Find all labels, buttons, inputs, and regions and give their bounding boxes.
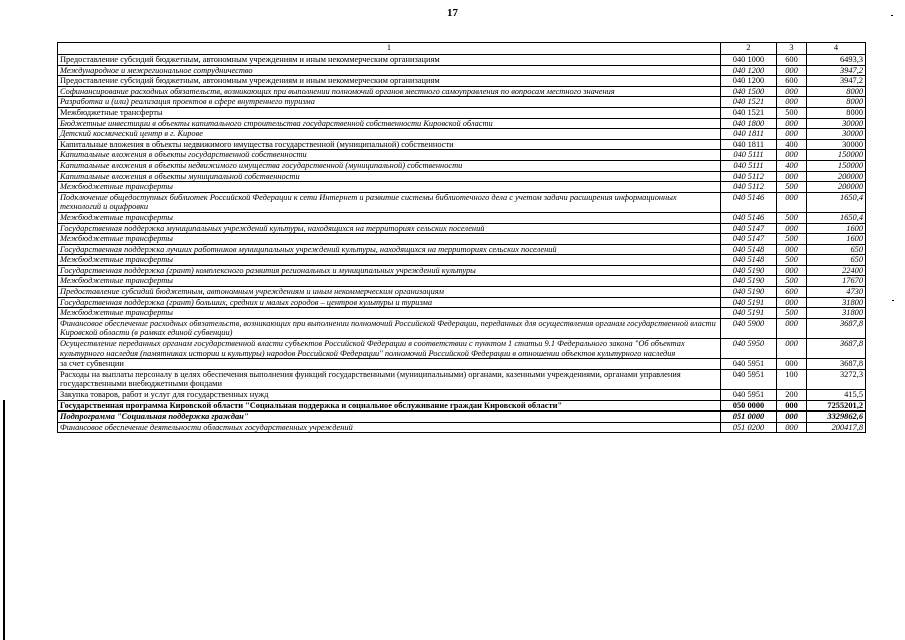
row-type-cell: 400	[777, 160, 807, 171]
row-code-cell: 040 1521	[721, 97, 777, 108]
row-type-cell: 000	[777, 150, 807, 161]
row-amount-cell: 30000	[807, 129, 866, 140]
table-row	[58, 129, 866, 140]
row-name-cell: Предоставление субсидий бюджетным, автономным учреждениям и иным некоммерческим организациям	[58, 55, 721, 66]
row-name-cell: Государственная поддержка (грант) больших, средних и малых городов – центров культуры и туризма	[58, 297, 721, 308]
row-code-cell: 040 5146	[721, 192, 777, 212]
row-name-cell: Капитальные вложения в объекты муниципальной собственности	[58, 171, 721, 182]
row-type-cell: 500	[777, 234, 807, 245]
row-code-cell: 051 0200	[721, 422, 777, 433]
row-code-cell: 040 5951	[721, 390, 777, 401]
row-type-cell: 600	[777, 76, 807, 87]
row-name-cell: Предоставление субсидий бюджетным, автономным учреждениям и иным некоммерческим организациям	[58, 76, 721, 87]
row-name-cell: Межбюджетные трансферты	[58, 212, 721, 223]
row-code-cell: 040 1811	[721, 139, 777, 150]
scan-mark	[891, 15, 893, 16]
row-name-cell: Предоставление субсидий бюджетным, автономным учреждениям и иным некоммерческим организациям	[58, 287, 721, 298]
row-name-cell: за счет субвенции	[58, 359, 721, 370]
row-amount-cell: 3687,8	[807, 359, 866, 370]
row-amount-cell: 1650,4	[807, 192, 866, 212]
row-code-cell: 051 0000	[721, 411, 777, 422]
table-row	[58, 369, 866, 389]
table-row	[58, 223, 866, 234]
table-row	[58, 150, 866, 161]
row-amount-cell: 7255201,2	[807, 400, 866, 411]
row-code-cell: 040 5190	[721, 287, 777, 298]
row-type-cell: 400	[777, 139, 807, 150]
table-row	[58, 118, 866, 129]
row-code-cell: 040 5190	[721, 276, 777, 287]
row-name-cell: Межбюджетные трансферты	[58, 182, 721, 193]
row-name-cell: Капитальные вложения в объекты недвижимого имущества государственной (муниципальной) собственности	[58, 139, 721, 150]
row-name-cell: Софинансирование расходных обязательств, возникающих при выполнении полномочий органов местного самоуправления по вопросам местного значения	[58, 86, 721, 97]
row-type-cell: 000	[777, 129, 807, 140]
row-amount-cell: 31800	[807, 297, 866, 308]
row-name-cell: Осуществление переданных органам государственной власти субъектов Российской Федерации в соответствии с пунктом 1 статьи 9.1 Федерального закона "Об объектах культурного наследия (памятниках истории и культуры) народов Российской Федерации" полномочий Российской Федерации в отношении объектов культурного наследия	[58, 339, 721, 359]
row-type-cell: 500	[777, 212, 807, 223]
row-type-cell: 000	[777, 339, 807, 359]
row-type-cell: 000	[777, 422, 807, 433]
row-code-cell: 040 1200	[721, 65, 777, 76]
row-type-cell: 500	[777, 276, 807, 287]
table-row	[58, 86, 866, 97]
table-header-row	[58, 43, 866, 55]
row-code-cell: 040 1521	[721, 107, 777, 118]
row-amount-cell: 650	[807, 244, 866, 255]
row-name-cell: Государственная поддержка (грант) комплексного развития региональных и муниципальных учреждений культуры	[58, 265, 721, 276]
row-name-cell: Закупка товаров, работ и услуг для государственных нужд	[58, 390, 721, 401]
table-row	[58, 76, 866, 87]
row-type-cell: 000	[777, 171, 807, 182]
row-amount-cell: 30000	[807, 118, 866, 129]
row-type-cell: 200	[777, 390, 807, 401]
row-name-cell: Государственная программа Кировской области "Социальная поддержка и социальное обслуживание граждан Кировской области"	[58, 400, 721, 411]
row-type-cell: 000	[777, 318, 807, 338]
row-code-cell: 040 5112	[721, 182, 777, 193]
header-col-2: 2	[721, 43, 777, 55]
row-code-cell: 040 5148	[721, 255, 777, 266]
row-name-cell: Детский космический центр в г. Кирове	[58, 129, 721, 140]
row-code-cell: 040 5112	[721, 171, 777, 182]
table-row	[58, 308, 866, 319]
row-name-cell: Бюджетные инвестиции в объекты капитального строительства государственной собственности Кировской области	[58, 118, 721, 129]
row-amount-cell: 1650,4	[807, 212, 866, 223]
row-amount-cell: 150000	[807, 160, 866, 171]
table-row	[58, 255, 866, 266]
table-row	[58, 171, 866, 182]
row-name-cell: Межбюджетные трансферты	[58, 276, 721, 287]
row-amount-cell: 200417,8	[807, 422, 866, 433]
row-amount-cell: 22400	[807, 265, 866, 276]
row-code-cell: 040 1811	[721, 129, 777, 140]
row-code-cell: 040 5951	[721, 359, 777, 370]
row-amount-cell: 8000	[807, 107, 866, 118]
table-row	[58, 411, 866, 422]
row-code-cell: 040 5190	[721, 265, 777, 276]
row-type-cell: 000	[777, 411, 807, 422]
table-row	[58, 390, 866, 401]
row-amount-cell: 8000	[807, 97, 866, 108]
table-row	[58, 265, 866, 276]
row-code-cell: 040 5111	[721, 150, 777, 161]
row-type-cell: 500	[777, 182, 807, 193]
row-type-cell: 000	[777, 223, 807, 234]
row-type-cell: 000	[777, 359, 807, 370]
row-amount-cell: 200000	[807, 182, 866, 193]
header-col-1: 1	[58, 43, 721, 55]
budget-table	[57, 42, 866, 433]
table-row	[58, 359, 866, 370]
row-name-cell: Межбюджетные трансферты	[58, 107, 721, 118]
row-name-cell: Разработка и (или) реализация проектов в сфере внутреннего туризма	[58, 97, 721, 108]
row-code-cell: 040 1500	[721, 86, 777, 97]
row-type-cell: 000	[777, 244, 807, 255]
row-type-cell: 000	[777, 265, 807, 276]
row-code-cell: 040 5900	[721, 318, 777, 338]
header-col-3: 3	[777, 43, 807, 55]
table-row	[58, 107, 866, 118]
row-name-cell: Подпрограмма "Социальная поддержка граждан"	[58, 411, 721, 422]
row-amount-cell: 1600	[807, 223, 866, 234]
row-amount-cell: 650	[807, 255, 866, 266]
table-row	[58, 65, 866, 76]
row-type-cell: 600	[777, 55, 807, 66]
table-body	[58, 55, 866, 433]
row-type-cell: 500	[777, 107, 807, 118]
row-amount-cell: 3947,2	[807, 76, 866, 87]
table-row	[58, 276, 866, 287]
row-name-cell: Межбюджетные трансферты	[58, 308, 721, 319]
row-amount-cell: 150000	[807, 150, 866, 161]
row-type-cell: 000	[777, 192, 807, 212]
row-amount-cell: 3329862,6	[807, 411, 866, 422]
row-code-cell: 040 5147	[721, 234, 777, 245]
row-name-cell: Межбюджетные трансферты	[58, 234, 721, 245]
row-amount-cell: 3687,8	[807, 339, 866, 359]
row-type-cell: 000	[777, 97, 807, 108]
page-number: 17	[447, 7, 458, 19]
table-row	[58, 192, 866, 212]
table-row	[58, 97, 866, 108]
table-row	[58, 212, 866, 223]
row-name-cell: Расходы на выплаты персоналу в целях обеспечения выполнения функций государственными (муниципальными) органами, казенными учреждениями, органами управления государственными внебюджетными фондами	[58, 369, 721, 389]
row-type-cell: 600	[777, 287, 807, 298]
row-code-cell: 040 5191	[721, 297, 777, 308]
row-name-cell: Межбюджетные трансферты	[58, 255, 721, 266]
row-amount-cell: 31800	[807, 308, 866, 319]
row-code-cell: 040 5147	[721, 223, 777, 234]
row-name-cell: Финансовое обеспечение расходных обязательств, возникающих при выполнении полномочий Российской Федерации, переданных для осуществления органам государственной власти Кировской области (в рамках единой субвенции)	[58, 318, 721, 338]
row-amount-cell: 200000	[807, 171, 866, 182]
row-amount-cell: 4730	[807, 287, 866, 298]
row-code-cell: 040 5111	[721, 160, 777, 171]
header-col-4: 4	[807, 43, 866, 55]
row-code-cell: 040 5950	[721, 339, 777, 359]
table-row	[58, 55, 866, 66]
row-name-cell: Капитальные вложения в объекты государственной собственности	[58, 150, 721, 161]
row-amount-cell: 17670	[807, 276, 866, 287]
row-name-cell: Подключение общедоступных библиотек Российской Федерации к сети Интернет и развитие системы библиотечного дела с учетом задачи расширения информационных технологий и оцифровки	[58, 192, 721, 212]
row-name-cell: Международное и межрегиональное сотрудничество	[58, 65, 721, 76]
row-amount-cell: 30000	[807, 139, 866, 150]
table-row	[58, 339, 866, 359]
row-name-cell: Государственная поддержка лучших работников муниципальных учреждений культуры, находящихся на территориях сельских поселений	[58, 244, 721, 255]
row-code-cell: 040 1200	[721, 76, 777, 87]
row-type-cell: 000	[777, 86, 807, 97]
row-code-cell: 040 5148	[721, 244, 777, 255]
row-type-cell: 000	[777, 118, 807, 129]
row-amount-cell: 415,5	[807, 390, 866, 401]
scan-mark	[892, 300, 894, 301]
row-amount-cell: 1600	[807, 234, 866, 245]
table-row	[58, 234, 866, 245]
table-row	[58, 160, 866, 171]
row-amount-cell: 8000	[807, 86, 866, 97]
table-row	[58, 244, 866, 255]
row-code-cell: 040 5951	[721, 369, 777, 389]
table-row	[58, 400, 866, 411]
row-code-cell: 050 0000	[721, 400, 777, 411]
table-row	[58, 297, 866, 308]
row-amount-cell: 3272,3	[807, 369, 866, 389]
table-row	[58, 318, 866, 338]
row-amount-cell: 3687,8	[807, 318, 866, 338]
row-type-cell: 000	[777, 400, 807, 411]
row-name-cell: Финансовое обеспечение деятельности областных государственных учреждений	[58, 422, 721, 433]
table-row	[58, 182, 866, 193]
row-type-cell: 500	[777, 255, 807, 266]
table-row	[58, 422, 866, 433]
row-type-cell: 100	[777, 369, 807, 389]
row-type-cell: 500	[777, 308, 807, 319]
row-type-cell: 000	[777, 65, 807, 76]
scan-edge-line	[3, 400, 5, 640]
row-code-cell: 040 5191	[721, 308, 777, 319]
row-type-cell: 000	[777, 297, 807, 308]
row-name-cell: Капитальные вложения в объекты недвижимого имущества государственной (муниципальной) собственности	[58, 160, 721, 171]
row-code-cell: 040 1800	[721, 118, 777, 129]
table-row	[58, 287, 866, 298]
row-amount-cell: 3947,2	[807, 65, 866, 76]
table-row	[58, 139, 866, 150]
row-name-cell: Государственная поддержка муниципальных учреждений культуры, находящихся на территориях сельских поселений	[58, 223, 721, 234]
row-amount-cell: 6493,3	[807, 55, 866, 66]
row-code-cell: 040 1000	[721, 55, 777, 66]
row-code-cell: 040 5146	[721, 212, 777, 223]
